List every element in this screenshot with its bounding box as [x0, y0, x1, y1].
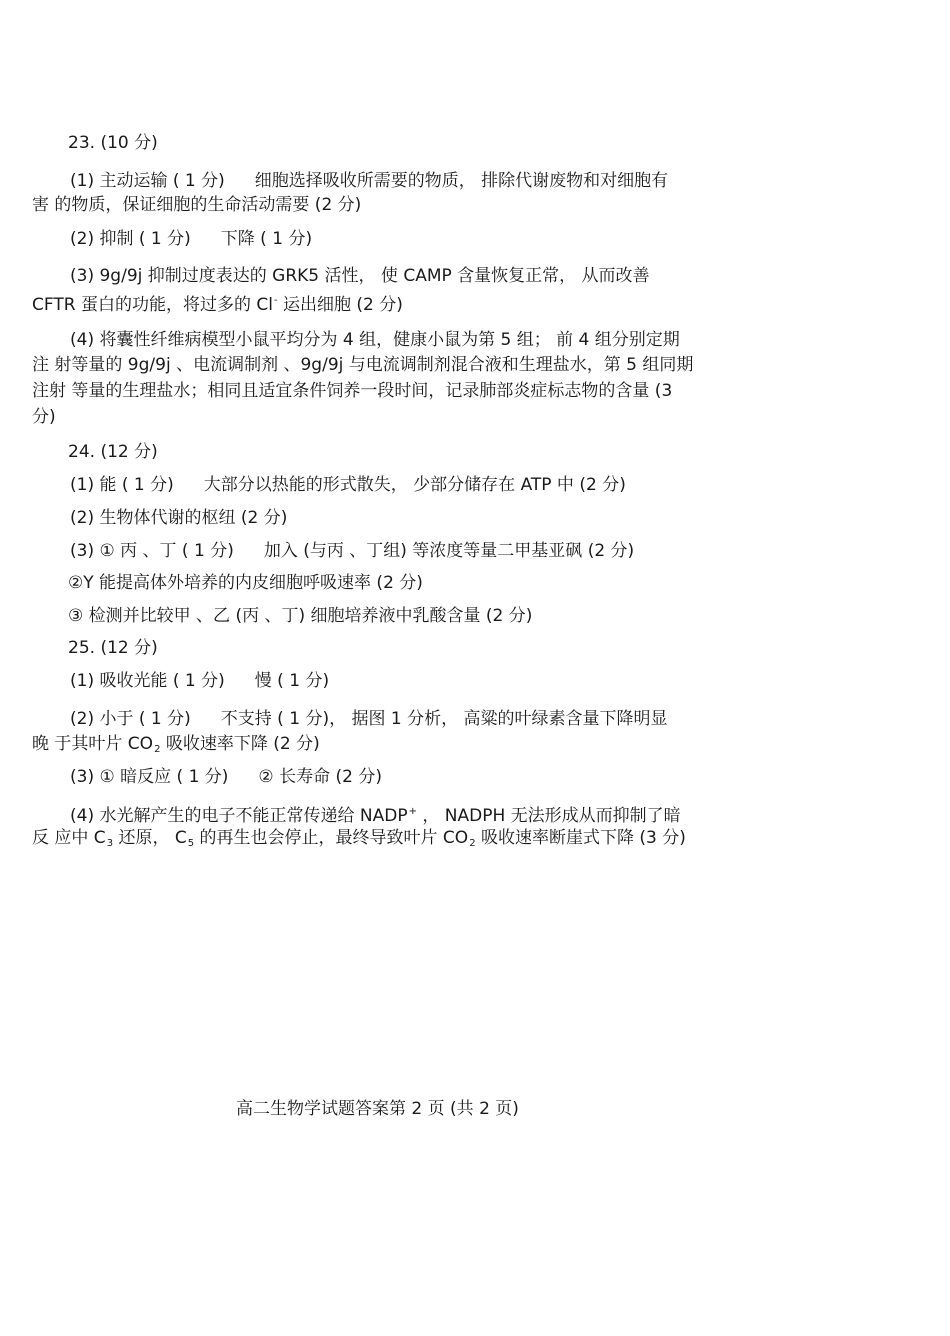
q23-part2-answer-b: 下降 ( 1 分): [220, 229, 313, 249]
q25-part4-seg4: 吸收速率断崖式下降 (3 分): [475, 828, 686, 848]
q25-header: 25. (12 分): [68, 638, 158, 658]
q24-part2-line: (2) 生物体代谢的枢纽 (2 分): [70, 508, 288, 528]
q25-part2-answer-b: 不支持 ( 1 分)， 据图 1 分析， 高粱的叶绿素含量下降明显: [220, 709, 668, 729]
page-footer: 高二生物学试题答案第 2 页 (共 2 页): [236, 1099, 519, 1119]
q24-part3-line1: [70, 539, 634, 563]
chloride-charge: -: [273, 295, 278, 306]
q23-part4-line4: 分): [32, 407, 56, 427]
q25-part3-line: [70, 765, 382, 789]
q25-part4-line1: [70, 800, 681, 828]
q24-part1-line: [70, 473, 626, 497]
q24-part3-line3: ③ 检测并比较甲 、乙 (丙 、丁) 细胞培养液中乳酸含量 (2 分): [68, 606, 533, 626]
nadp-charge: +: [408, 806, 417, 817]
q23-part1-explanation: 细胞选择吸收所需要的物质， 排除代谢废物和对细胞有: [254, 171, 669, 191]
q23-part2-answer-a: (2) 抑制 ( 1 分): [70, 229, 191, 249]
q24-part1-explanation: 大部分以热能的形式散失， 少部分储存在 ATP 中 (2 分): [203, 475, 626, 495]
q25-part4-text-post: ， NADPH 无法形成从而抑制了暗: [416, 806, 681, 826]
q25-part3-answer-a: (3) ① 暗反应 ( 1 分): [70, 767, 229, 787]
q23-part2-line: [70, 227, 312, 251]
q24-part1-answer: (1) 能 ( 1 分): [70, 475, 174, 495]
q25-part4-line2: [32, 826, 686, 856]
c3-subscript: 3: [106, 838, 114, 849]
q23-part1-line1: [70, 169, 668, 193]
q23-part4-line2: 注 射等量的 9g/9j 、电流调制剂 、9g/9j 与电流调制剂混合液和生理盐水，第 5 组同期: [32, 355, 694, 375]
q25-part1-answer-b: 慢 ( 1 分): [254, 671, 330, 691]
q25-part1-line: [70, 669, 329, 693]
q23-part4-line3: 注射 等量的生理盐水；相同且适宜条件饲养一段时间，记录肺部炎症标志物的含量 (3: [32, 381, 673, 401]
q24-part3-line2: ②Y 能提高体外培养的内皮细胞呼吸速率 (2 分): [68, 573, 423, 593]
co2-subscript: 2: [154, 744, 161, 755]
q25-part2-text-pre: 晚 于其叶片 CO: [32, 734, 154, 754]
q23-part3-line2: [32, 289, 403, 317]
q25-part2-answer-a: (2) 小于 ( 1 分): [70, 709, 191, 729]
q25-part4-seg1: 反 应中 C: [32, 828, 106, 848]
q25-part4-text-pre: (4) 水光解产生的电子不能正常传递给 NADP: [70, 806, 408, 826]
q24-header: 24. (12 分): [68, 442, 158, 462]
q25-part2-line1: [70, 707, 668, 731]
q25-part2-text-post: 吸收速率下降 (2 分): [160, 734, 320, 754]
q23-part3-line1: (3) 9g/9j 抑制过度表达的 GRK5 活性， 使 CAMP 含量恢复正常， 从而改善: [70, 266, 650, 286]
q25-part4-seg2: 还原， C: [113, 828, 187, 848]
q25-part3-answer-b: ② 长寿命 (2 分): [258, 767, 382, 787]
c5-subscript: 5: [187, 838, 195, 849]
q23-part3-text-pre: CFTR 蛋白的功能，将过多的 Cl: [32, 295, 273, 315]
q24-part3-explanation: 加入 (与丙 、丁组) 等浓度等量二甲基亚砜 (2 分): [263, 541, 635, 561]
q25-part4-seg3: 的再生也会停止，最终导致叶片 CO: [194, 828, 469, 848]
q23-part3-text-post: 运出细胞 (2 分): [277, 295, 403, 315]
q23-header: 23. (10 分): [68, 133, 158, 153]
q25-part2-line2: [32, 732, 320, 762]
q23-part1-line2: 害 的物质，保证细胞的生命活动需要 (2 分): [32, 195, 362, 215]
q23-part4-line1: (4) 将囊性纤维病模型小鼠平均分为 4 组，健康小鼠为第 5 组； 前 4 组分别定期: [70, 330, 680, 350]
q23-part1-answer: (1) 主动运输 ( 1 分): [70, 171, 225, 191]
q25-part1-answer-a: (1) 吸收光能 ( 1 分): [70, 671, 225, 691]
co2-subscript: 2: [469, 838, 476, 849]
q24-part3-answer: (3) ① 丙 、丁 ( 1 分): [70, 541, 234, 561]
